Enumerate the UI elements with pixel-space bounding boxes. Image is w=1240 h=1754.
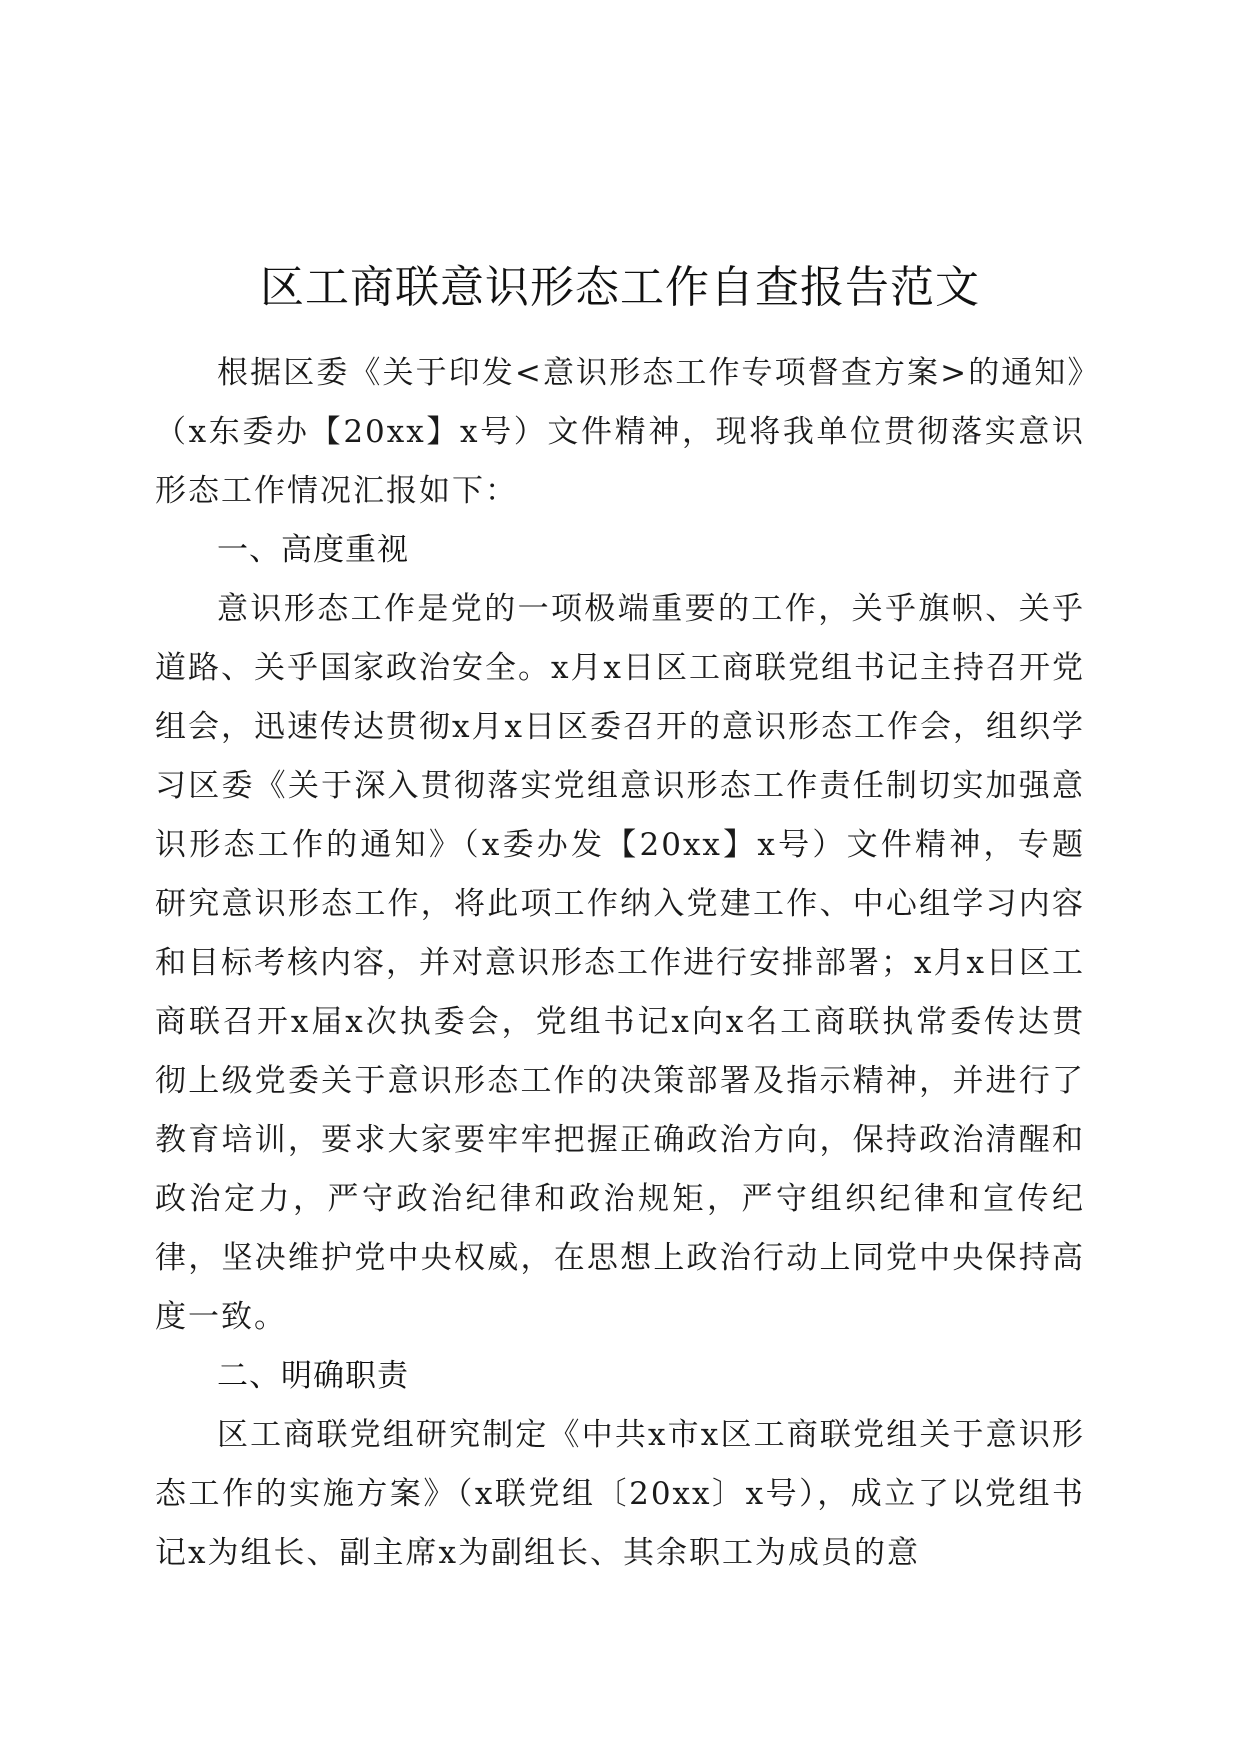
section-heading-1: 一、高度重视 <box>217 532 409 568</box>
document-title: 区工商联意识形态工作自查报告范文 <box>260 262 980 313</box>
section-heading-2: 二、明确职责 <box>217 1358 409 1394</box>
intro-paragraph: 根据区委《关于印发<意识形态工作专项督查方案>的通知》（x东委办【20xx】x号）文件精神，现将我单位贯彻落实意识形态工作情况汇报如下： <box>155 355 1085 509</box>
document-body <box>155 344 1085 1583</box>
section-paragraph-1: 意识形态工作是党的一项极端重要的工作，关乎旗帜、关乎道路、关乎国家政治安全。x月x日区工商联党组书记主持召开党组会，迅速传达贯彻x月x日区委召开的意识形态工作会，组织学习区委《关于深入贯彻落实党组意识形态工作责任制切实加强意识形态工作的通知》（x委办发【20xx】x号）文件精神，专题研究意识形态工作，将此项工作纳入党建工作、中心组学习内容和目标考核内容，并对意识形态工作进行安排部署；x月x日区工商联召开x届x次执委会，党组书记x向x名工商联执常委传达贯彻上级党委关于意识形态工作的决策部署及指示精神，并进行了教育培训，要求大家要牢牢把握正确政治方向，保持政治清醒和政治定力，严守政治纪律和政治规矩，严守组织纪律和宣传纪律，坚决维护党中央权威，在思想上政治行动上同党中央保持高度一致。 <box>155 591 1085 1335</box>
section-paragraph-2: 区工商联党组研究制定《中共x市x区工商联党组关于意识形态工作的实施方案》（x联党组〔20xx〕x号），成立了以党组书记x为组长、副主席x为副组长、其余职工为成员的意 <box>155 1417 1085 1571</box>
